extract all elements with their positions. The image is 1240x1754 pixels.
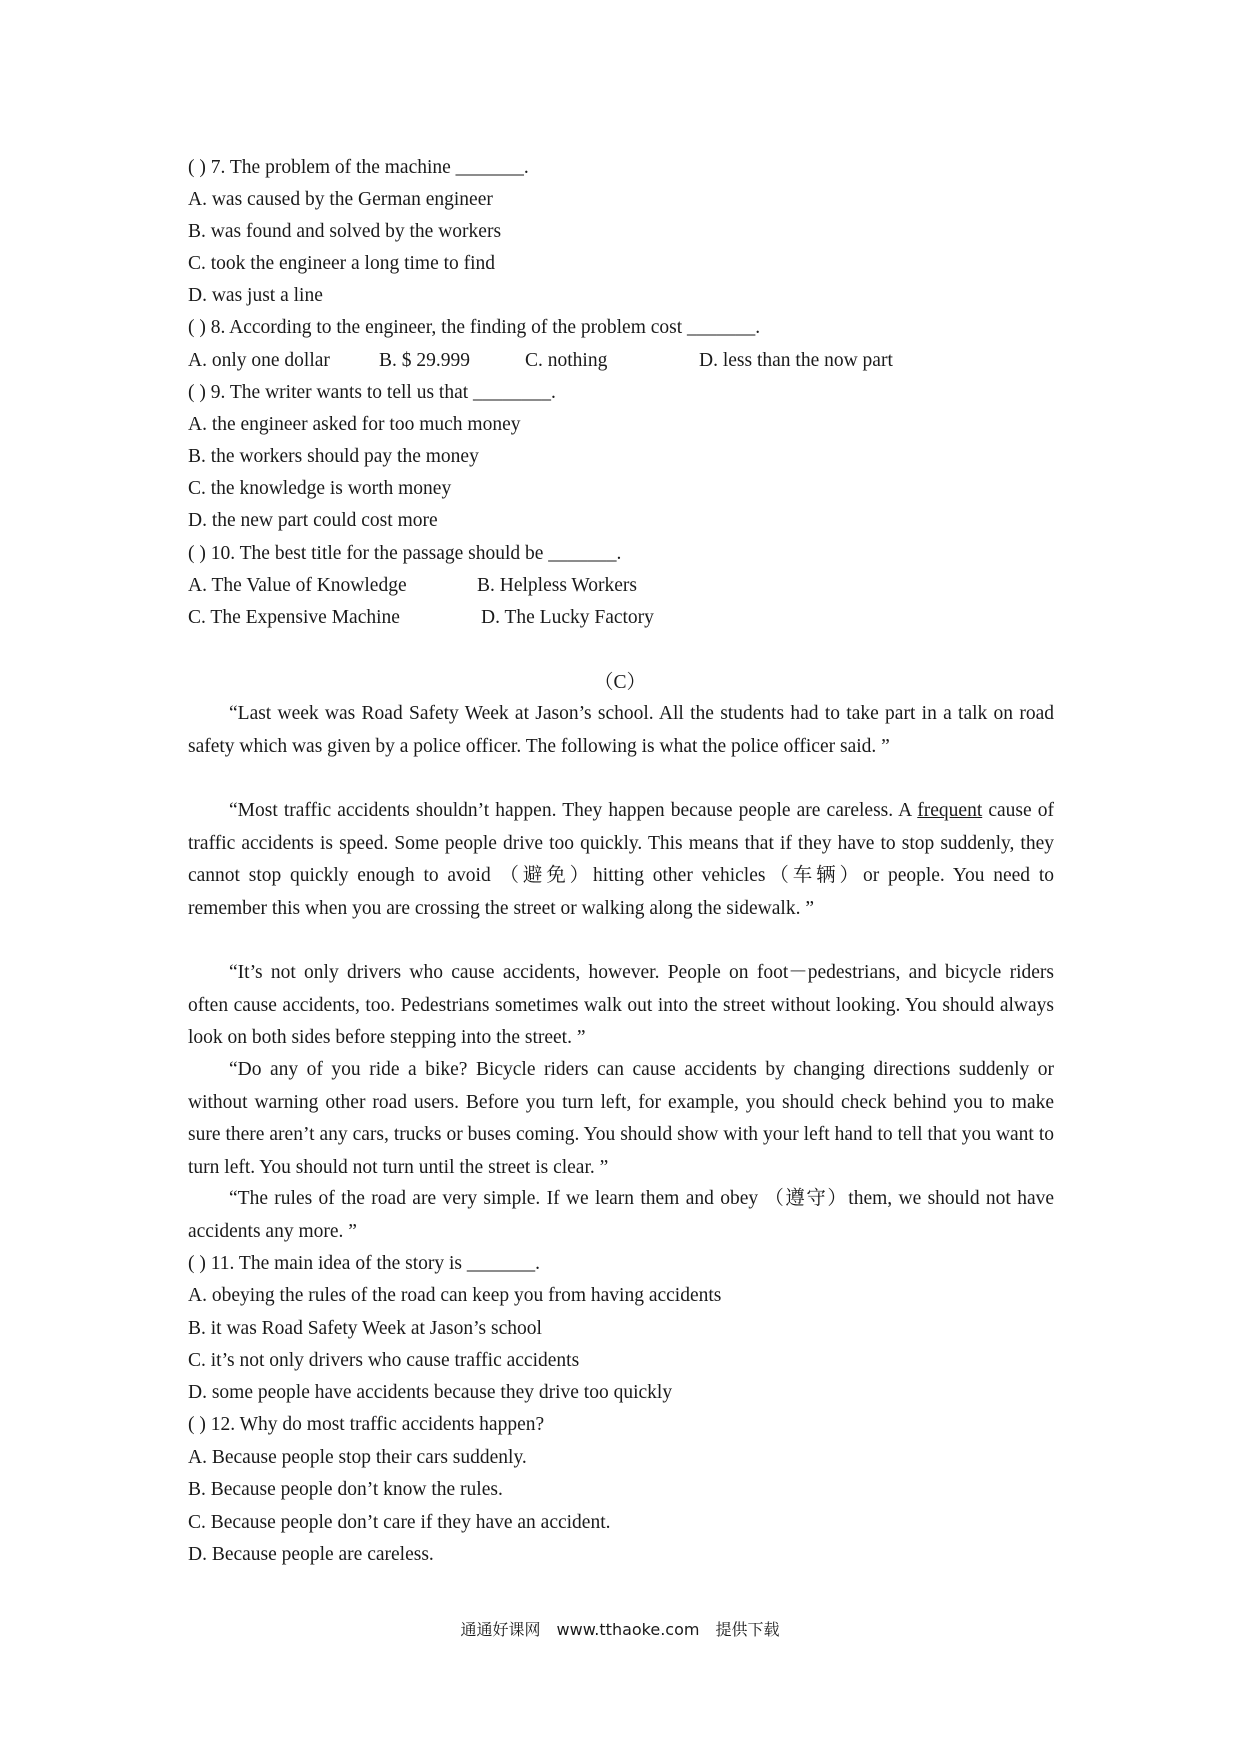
question-12-option-b: B. Because people don’t know the rules.	[188, 1479, 503, 1500]
question-7-option-d: D. was just a line	[188, 285, 323, 306]
question-8-option-d: D. less than the now part	[699, 350, 893, 371]
question-7-option-b: B. was found and solved by the workers	[188, 221, 502, 242]
question-9-option-a: A. the engineer asked for too much money	[188, 414, 521, 435]
question-11-option-c: C. it’s not only drivers who cause traffic accidents	[188, 1350, 580, 1371]
question-8-option-a: A. only one dollar	[188, 350, 330, 371]
question-12-stem: ( ) 12. Why do most traffic accidents happen?	[188, 1414, 545, 1435]
question-8-option-c: C. nothing	[525, 350, 608, 371]
question-10-option-a: A. The Value of Knowledge	[188, 575, 407, 596]
paragraph-2-text-end: cause of traffic accidents is speed. Some people drive too quickly. This means that if they have to stop suddenly, they cannot stop quickly enough to avoid （避免）hitting other vehicles（车辆）or people. You need to remember this when you are crossing the street or walking along the sidewalk. ”	[188, 800, 1054, 919]
question-9-option-d: D. the new part could cost more	[188, 510, 438, 531]
underlined-word-frequent: frequent	[917, 800, 983, 821]
question-9-option-c: C. the knowledge is worth money	[188, 478, 452, 499]
passage-paragraph-4: “Do any of you ride a bike? Bicycle riders can cause accidents by changing directions suddenly or without warning other road users. Before you turn left, for example, you should check behind you to make sure there aren’t any cars, trucks or buses coming. You should show with your left hand to tell that you want to turn left. You should not turn until the street is clear. ”	[188, 1059, 1054, 1178]
question-10-option-d: D. The Lucky Factory	[481, 607, 654, 628]
question-8-stem: ( ) 8. According to the engineer, the finding of the problem cost _______.	[188, 317, 761, 338]
question-7-option-c: C. took the engineer a long time to find	[188, 253, 496, 274]
question-7-option-a: A. was caused by the German engineer	[188, 189, 493, 210]
question-8-option-b: B. $ 29.999	[379, 350, 471, 371]
question-11-option-b: B. it was Road Safety Week at Jason’s school	[188, 1318, 542, 1339]
footer-download-note: 通通好课网 www.tthaoke.com 提供下载	[460, 1620, 780, 1639]
passage-paragraph-2	[188, 795, 1054, 925]
passage-paragraph-3: “It’s not only drivers who cause accidents, however. People on foot－pedestrians, and bicycle riders often cause accidents, too. Pedestrians sometimes walk out into the street without looking. You should always look on both sides before stepping into the street. ”	[188, 962, 1054, 1048]
question-11-option-d: D. some people have accidents because they drive too quickly	[188, 1382, 673, 1403]
question-12-option-d: D. Because people are careless.	[188, 1544, 434, 1565]
question-7-stem: ( ) 7. The problem of the machine _______.	[188, 157, 529, 178]
paragraph-2-text-start: “Most traffic accidents shouldn’t happen. They happen because people are careless. A	[229, 800, 918, 821]
question-10-option-b: B. Helpless Workers	[477, 575, 638, 596]
question-9-option-b: B. the workers should pay the money	[188, 446, 479, 467]
question-11-stem: ( ) 11. The main idea of the story is _______.	[188, 1253, 541, 1274]
passage-paragraph-5: “The rules of the road are very simple. If we learn them and obey （遵守）them, we should not have accidents any more. ”	[188, 1188, 1054, 1242]
question-9-stem: ( ) 9. The writer wants to tell us that ________.	[188, 382, 556, 403]
question-11-option-a: A. obeying the rules of the road can keep you from having accidents	[188, 1285, 722, 1306]
question-12-option-a: A. Because people stop their cars suddenly.	[188, 1447, 527, 1468]
section-c-title: （C）	[593, 672, 646, 693]
question-12-option-c: C. Because people don’t care if they have an accident.	[188, 1512, 611, 1533]
question-10-option-c: C. The Expensive Machine	[188, 607, 400, 628]
question-10-stem: ( ) 10. The best title for the passage should be _______.	[188, 543, 622, 564]
passage-paragraph-1: “Last week was Road Safety Week at Jason’s school. All the students had to take part in a talk on road safety which was given by a police officer. The following is what the police officer said. ”	[188, 703, 1054, 757]
